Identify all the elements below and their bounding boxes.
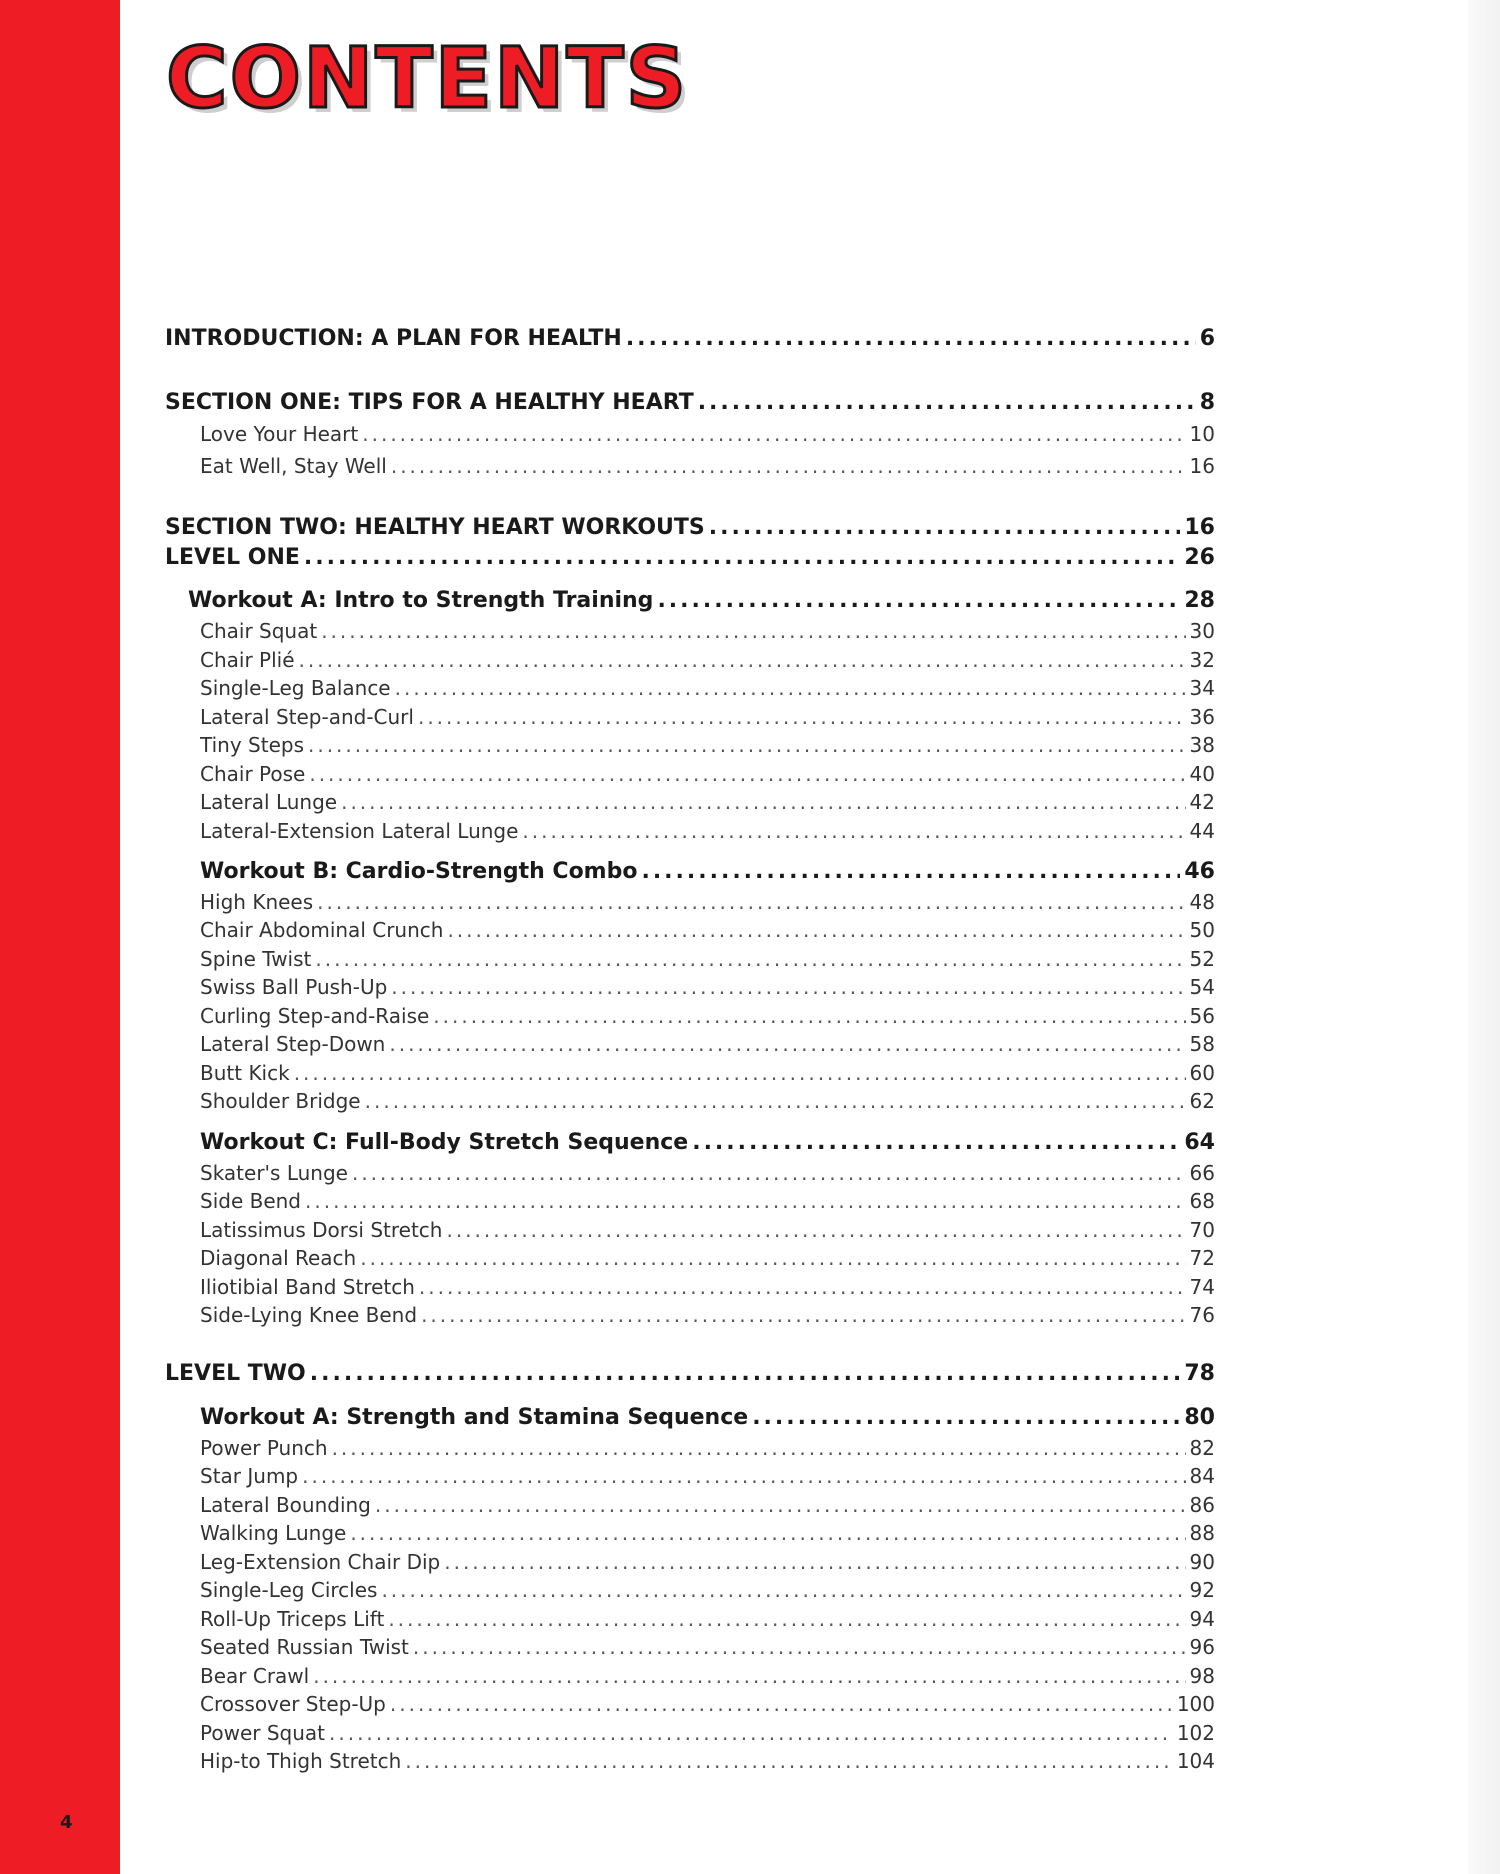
toc-entry-page: 72 <box>1189 1246 1215 1270</box>
dot-leader <box>391 454 1186 478</box>
toc-entry[interactable] <box>200 648 1215 672</box>
toc-entry-label: Chair Abdominal Crunch <box>200 918 444 942</box>
toc-entry-page: 62 <box>1189 1089 1215 1113</box>
dot-leader <box>657 588 1180 613</box>
dot-leader <box>375 1493 1186 1517</box>
toc-entry-label: Power Punch <box>200 1436 328 1460</box>
dot-leader <box>329 1721 1173 1745</box>
toc-entry[interactable] <box>200 890 1215 914</box>
toc-entry-label: Workout B: Cardio-Strength Combo <box>200 859 638 884</box>
toc-entry[interactable] <box>200 422 1215 446</box>
dot-leader <box>309 762 1185 786</box>
toc-entry[interactable] <box>200 1607 1215 1631</box>
toc-entry-page: 34 <box>1189 676 1215 700</box>
dot-leader <box>709 515 1181 540</box>
dot-leader <box>308 733 1186 757</box>
toc-entry-page: 94 <box>1189 1607 1215 1631</box>
dot-leader <box>444 1550 1185 1574</box>
toc-entry-label: Lateral Bounding <box>200 1493 371 1517</box>
toc-entry[interactable] <box>200 1275 1215 1299</box>
toc-entry-page: 104 <box>1176 1749 1215 1773</box>
toc-entry-page: 36 <box>1189 705 1215 729</box>
toc-entry[interactable] <box>200 790 1215 814</box>
toc-entry[interactable] <box>200 1246 1215 1270</box>
toc-entry[interactable] <box>200 1464 1215 1488</box>
toc-entry-page: 28 <box>1184 588 1215 613</box>
toc-entry-page: 70 <box>1189 1218 1215 1242</box>
toc-entry[interactable] <box>200 733 1215 757</box>
toc-entry[interactable] <box>200 762 1215 786</box>
toc-entry-label: LEVEL ONE <box>165 545 300 570</box>
toc-entry-page: 10 <box>1189 422 1215 446</box>
dot-leader <box>302 1464 1185 1488</box>
toc-entry-label: Lateral Step-Down <box>200 1032 386 1056</box>
toc-entry-page: 46 <box>1184 859 1215 884</box>
toc-entry-label: Power Squat <box>200 1721 325 1745</box>
toc-entry-label: Seated Russian Twist <box>200 1635 409 1659</box>
toc-entry[interactable] <box>200 1218 1215 1242</box>
toc-entry-label: Spine Twist <box>200 947 312 971</box>
page-number: 4 <box>60 1812 73 1833</box>
page-title: CONTENTS <box>166 29 689 127</box>
toc-entry-label: Side Bend <box>200 1189 302 1213</box>
toc-entry-page: 30 <box>1189 619 1215 643</box>
dot-leader <box>698 390 1196 415</box>
dot-leader <box>522 819 1185 843</box>
toc-entry[interactable] <box>200 1493 1215 1517</box>
toc-entry[interactable] <box>200 1032 1215 1056</box>
toc-entry-section-one[interactable] <box>165 390 1215 415</box>
dot-leader <box>395 676 1186 700</box>
toc-entry-page: 90 <box>1189 1550 1215 1574</box>
toc-entry-label: Eat Well, Stay Well <box>200 454 387 478</box>
dot-leader <box>626 326 1196 351</box>
dot-leader <box>405 1749 1173 1773</box>
toc-entry-label: Workout A: Strength and Stamina Sequence <box>200 1405 749 1430</box>
toc-entry-label: Lateral Lunge <box>200 790 338 814</box>
toc-entry-label: Love Your Heart <box>200 422 359 446</box>
toc-entry-label: Single-Leg Circles <box>200 1578 378 1602</box>
toc-entry[interactable] <box>200 1303 1215 1327</box>
dot-leader <box>305 1189 1186 1213</box>
dot-leader <box>321 619 1185 643</box>
toc-entry-label: Chair Squat <box>200 619 318 643</box>
toc-entry[interactable] <box>200 619 1215 643</box>
toc-entry-label: Lateral-Extension Lateral Lunge <box>200 819 519 843</box>
toc-entry[interactable] <box>200 1089 1215 1113</box>
dot-leader <box>332 1436 1186 1460</box>
toc-entry-page: 86 <box>1189 1493 1215 1517</box>
dot-leader <box>418 705 1186 729</box>
toc-entry-page: 98 <box>1189 1664 1215 1688</box>
dot-leader <box>419 1275 1186 1299</box>
toc-entry[interactable] <box>200 454 1215 478</box>
toc-entry-page: 92 <box>1189 1578 1215 1602</box>
toc-entry[interactable] <box>200 1550 1215 1574</box>
toc-entry-label: Tiny Steps <box>200 733 304 757</box>
toc-entry-page: 8 <box>1199 390 1215 415</box>
toc-entry-section-two[interactable] <box>165 515 1215 540</box>
dot-leader <box>341 790 1185 814</box>
dot-leader <box>421 1303 1185 1327</box>
toc-entry-workout[interactable] <box>188 588 1215 613</box>
toc-entry-label: Curling Step-and-Raise <box>200 1004 430 1028</box>
toc-entry-label: Crossover Step-Up <box>200 1692 386 1716</box>
toc-entry-page: 54 <box>1189 975 1215 999</box>
dot-leader <box>360 1246 1185 1270</box>
toc-entry-label: Workout A: Intro to Strength Training <box>188 588 654 613</box>
toc-entry[interactable] <box>200 1161 1215 1185</box>
toc-entry-page: 58 <box>1189 1032 1215 1056</box>
toc-entry-page: 16 <box>1184 515 1215 540</box>
toc-entry-page: 56 <box>1189 1004 1215 1028</box>
dot-leader <box>294 1061 1186 1085</box>
toc-entry[interactable] <box>200 947 1215 971</box>
dot-leader <box>304 545 1180 570</box>
toc-entry-label: Workout C: Full-Body Stretch Sequence <box>200 1130 689 1155</box>
dot-leader <box>317 890 1185 914</box>
toc-entry-page: 40 <box>1189 762 1215 786</box>
toc-entry[interactable] <box>200 1721 1215 1745</box>
dot-leader <box>389 1032 1185 1056</box>
toc-entry-label: Leg-Extension Chair Dip <box>200 1550 441 1574</box>
toc-entry-page: 100 <box>1176 1692 1215 1716</box>
toc-entry[interactable] <box>200 1521 1215 1545</box>
toc-entry-page: 82 <box>1189 1436 1215 1460</box>
toc-entry-label: Chair Pose <box>200 762 306 786</box>
toc-entry-page: 52 <box>1189 947 1215 971</box>
toc-entry-page: 42 <box>1189 790 1215 814</box>
toc-entry-page: 60 <box>1189 1061 1215 1085</box>
dot-leader <box>315 947 1185 971</box>
toc-entry[interactable] <box>200 1189 1215 1213</box>
toc-entry-label: Hip-to Thigh Stretch <box>200 1749 402 1773</box>
toc-entry-page: 44 <box>1189 819 1215 843</box>
toc-entry-page: 102 <box>1176 1721 1215 1745</box>
toc-entry-page: 48 <box>1189 890 1215 914</box>
dot-leader <box>752 1405 1180 1430</box>
toc-entry-page: 16 <box>1189 454 1215 478</box>
toc-entry-page: 78 <box>1184 1361 1215 1386</box>
toc-entry-page: 88 <box>1189 1521 1215 1545</box>
toc-entry-page: 32 <box>1189 648 1215 672</box>
toc-entry-page: 38 <box>1189 733 1215 757</box>
toc-entry-page: 66 <box>1189 1161 1215 1185</box>
toc-entry[interactable] <box>200 1635 1215 1659</box>
toc-entry-page: 68 <box>1189 1189 1215 1213</box>
toc-entry[interactable] <box>200 819 1215 843</box>
toc-entry-label: Butt Kick <box>200 1061 290 1085</box>
toc-entry-label: Chair Plié <box>200 648 295 672</box>
toc-entry[interactable] <box>200 1664 1215 1688</box>
dot-leader <box>692 1130 1180 1155</box>
dot-leader <box>391 975 1185 999</box>
dot-leader <box>433 1004 1185 1028</box>
dot-leader <box>299 648 1186 672</box>
toc-entry-label: INTRODUCTION: A PLAN FOR HEALTH <box>165 326 622 351</box>
toc-entry-label: SECTION TWO: HEALTHY HEART WORKOUTS <box>165 515 705 540</box>
toc-entry-label: Swiss Ball Push-Up <box>200 975 388 999</box>
toc-entry-page: 76 <box>1189 1303 1215 1327</box>
toc-entry-label: Bear Crawl <box>200 1664 310 1688</box>
toc-entry-label: Iliotibial Band Stretch <box>200 1275 415 1299</box>
dot-leader <box>413 1635 1186 1659</box>
toc-entry[interactable] <box>200 1061 1215 1085</box>
toc-entry-page: 50 <box>1189 918 1215 942</box>
toc-entry-introduction[interactable] <box>165 326 1215 351</box>
dot-leader <box>310 1361 1181 1386</box>
toc-entry-label: Side-Lying Knee Bend <box>200 1303 418 1327</box>
toc-entry[interactable] <box>200 975 1215 999</box>
toc-entry-label: Skater's Lunge <box>200 1161 348 1185</box>
toc-entry[interactable] <box>200 1578 1215 1602</box>
dot-leader <box>388 1607 1185 1631</box>
dot-leader <box>350 1521 1185 1545</box>
toc-entry-label: Roll-Up Triceps Lift <box>200 1607 385 1631</box>
toc-entry[interactable] <box>200 1436 1215 1460</box>
toc-entry-label: High Knees <box>200 890 314 914</box>
dot-leader <box>447 918 1185 942</box>
dot-leader <box>390 1692 1173 1716</box>
toc-entry-label: SECTION ONE: TIPS FOR A HEALTHY HEART <box>165 390 694 415</box>
toc-entry-label: Latissimus Dorsi Stretch <box>200 1218 443 1242</box>
toc-entry-workout[interactable] <box>200 1130 1215 1155</box>
toc-entry-level-two[interactable] <box>165 1361 1215 1386</box>
toc-entry[interactable] <box>200 1692 1215 1716</box>
toc-entry-label: Single-Leg Balance <box>200 676 391 700</box>
toc-entry-page: 84 <box>1189 1464 1215 1488</box>
toc-entry-page: 64 <box>1184 1130 1215 1155</box>
dot-leader <box>313 1664 1185 1688</box>
toc-entry-workout[interactable] <box>200 1405 1215 1430</box>
toc-entry[interactable] <box>200 705 1215 729</box>
toc-entry-page: 96 <box>1189 1635 1215 1659</box>
toc-entry-page: 80 <box>1184 1405 1215 1430</box>
toc-entry-page: 26 <box>1184 545 1215 570</box>
toc-entry-workout[interactable] <box>200 859 1215 884</box>
toc-entry-label: Diagonal Reach <box>200 1246 357 1270</box>
dot-leader <box>446 1218 1185 1242</box>
toc-entry-label: Shoulder Bridge <box>200 1089 361 1113</box>
toc-entry[interactable] <box>200 676 1215 700</box>
toc-entry[interactable] <box>200 1004 1215 1028</box>
toc-entry-page: 6 <box>1199 326 1215 351</box>
dot-leader <box>365 1089 1186 1113</box>
dot-leader <box>352 1161 1186 1185</box>
toc-entry-page: 74 <box>1189 1275 1215 1299</box>
dot-leader <box>362 422 1185 446</box>
toc-entry-label: Star Jump <box>200 1464 299 1488</box>
dot-leader <box>381 1578 1185 1602</box>
toc-entry[interactable] <box>200 918 1215 942</box>
dot-leader <box>641 859 1180 884</box>
toc-entry-level-one[interactable] <box>165 545 1215 570</box>
toc-entry-label: LEVEL TWO <box>165 1361 306 1386</box>
toc-entry-label: Lateral Step-and-Curl <box>200 705 414 729</box>
toc-entry[interactable] <box>200 1749 1215 1773</box>
toc-entry-label: Walking Lunge <box>200 1521 347 1545</box>
